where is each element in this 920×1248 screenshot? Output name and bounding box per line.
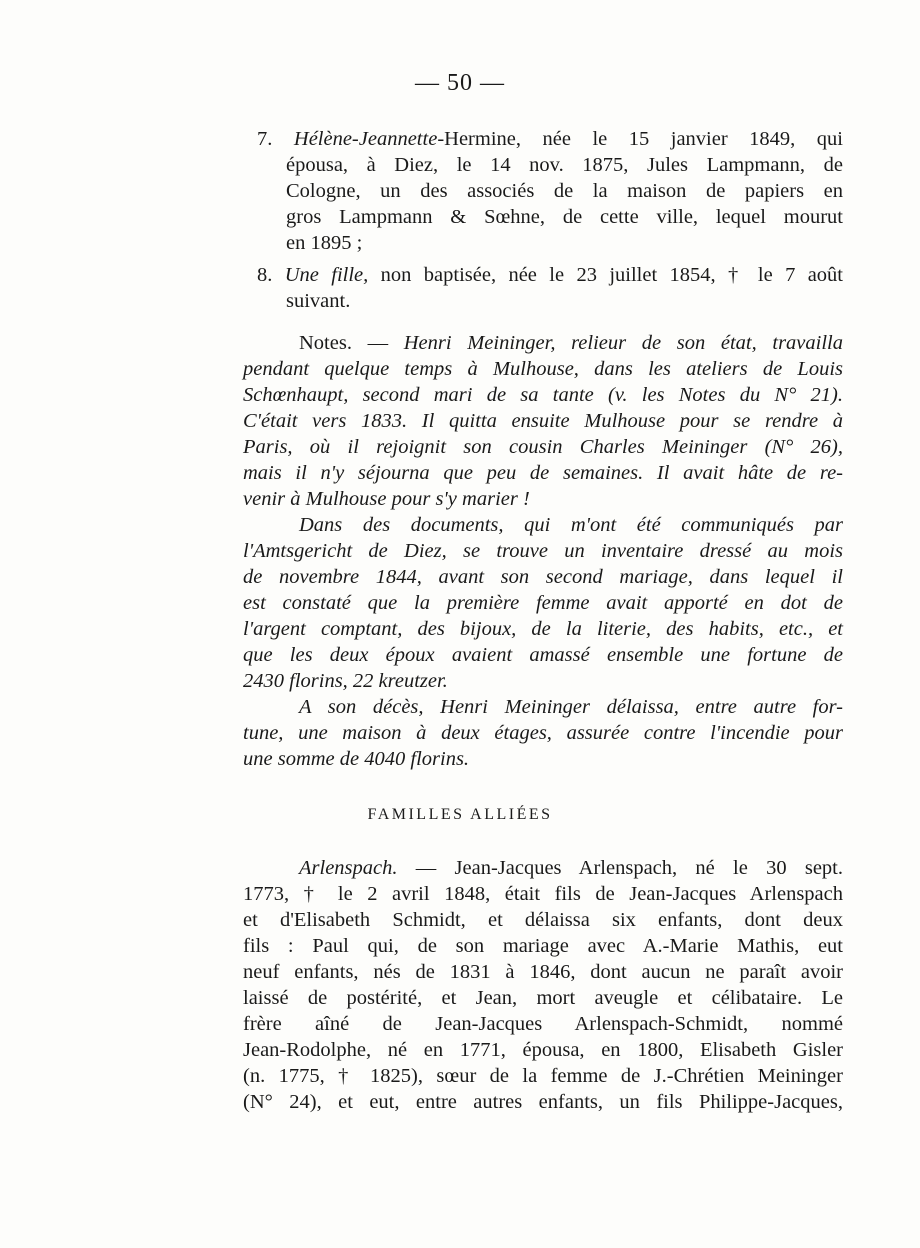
familles-line: 1773, † le 2 avril 1848, était fils de Jean-Jacques Arlenspach — [243, 883, 843, 905]
familles-line: (N° 24), et eut, entre autres enfants, un fils Philippe-Jacques, — [243, 1091, 843, 1113]
notes-paragraph-3 — [243, 694, 843, 772]
familles-section — [243, 855, 843, 1115]
familles-line: Arlenspach. — Jean-Jacques Arlenspach, né le 30 sept. — [299, 857, 843, 879]
children-list — [243, 126, 843, 314]
notes-line: une somme de 4040 florins. — [243, 748, 470, 770]
list-item-7-line-5: en 1895 ; — [286, 232, 363, 254]
list-item-7-line-2: épousa, à Diez, le 14 nov. 1875, Jules Lampmann, de — [286, 154, 843, 176]
familles-lead: Arlenspach. — [299, 857, 398, 879]
familles-line: et d'Elisabeth Schmidt, et délaissa six enfants, dont deux — [243, 909, 843, 931]
notes-line: pendant quelque temps à Mulhouse, dans les ateliers de Louis — [243, 358, 843, 380]
notes-line: que les deux époux avaient amassé ensemble une fortune de — [243, 644, 843, 666]
notes-line: Notes. — Henri Meininger, relieur de son état, travailla — [299, 332, 843, 354]
familles-line: neuf enfants, nés de 1831 à 1846, dont aucun ne paraît avoir — [243, 961, 843, 983]
notes-line: venir à Mulhouse pour s'y marier ! — [243, 488, 530, 510]
notes-line: 2430 florins, 22 kreutzer. — [243, 670, 448, 692]
notes-line: Paris, où il rejoignit son cousin Charles Meininger (N° 26), — [243, 436, 843, 458]
list-item-8-line-1: 8. Une fille, non baptisée, née le 23 juillet 1854, † le 7 août — [257, 264, 843, 286]
familles-line: Jean-Rodolphe, né en 1771, épousa, en 1800, Elisabeth Gisler — [243, 1039, 843, 1061]
page-number: — 50 — — [415, 70, 505, 96]
section-heading: FAMILLES ALLIÉES — [367, 806, 553, 823]
list-item-7-line-4: gros Lampmann & Sœhne, de cette ville, lequel mourut — [286, 206, 843, 228]
familles-line: (n. 1775, † 1825), sœur de la femme de J.-Chrétien Meininger — [243, 1065, 843, 1087]
notes-line: Dans des documents, qui m'ont été communiqués par — [299, 514, 843, 536]
notes-line: de novembre 1844, avant son second mariage, dans lequel il — [243, 566, 843, 588]
notes-paragraph-2 — [243, 512, 843, 694]
familles-line: frère aîné de Jean-Jacques Arlenspach-Schmidt, nommé — [243, 1013, 843, 1035]
familles-line: fils : Paul qui, de son mariage avec A.-Marie Mathis, eut — [243, 935, 843, 957]
notes-line: est constaté que la première femme avait apporté en dot de — [243, 592, 843, 614]
notes-line: l'Amtsgericht de Diez, se trouve un inventaire dressé au mois — [243, 540, 843, 562]
notes-line: tune, une maison à deux étages, assurée contre l'incendie pour — [243, 722, 843, 744]
list-item-8 — [243, 262, 843, 314]
familles-line: laissé de postérité, et Jean, mort aveugle et célibataire. Le — [243, 987, 843, 1009]
notes-line: Schœnhaupt, second mari de sa tante (v. les Notes du N° 21). — [243, 384, 843, 406]
list-item-7 — [243, 126, 843, 256]
list-item-8-line-2: suivant. — [286, 290, 351, 312]
notes-line: A son décès, Henri Meininger délaissa, entre autre for- — [299, 696, 843, 718]
list-item-7-line-1: 7. Hélène-Jeannette-Hermine, née le 15 janvier 1849, qui — [257, 128, 844, 150]
notes-line: C'était vers 1833. Il quitta ensuite Mulhouse pour se rendre à — [243, 410, 843, 432]
notes-line: l'argent comptant, des bijoux, de la literie, des habits, etc., et — [243, 618, 843, 640]
notes-label: Notes. — — [299, 332, 404, 354]
notes-paragraph-1 — [243, 330, 843, 512]
notes-line: mais il n'y séjourna que peu de semaines. Il avait hâte de re- — [243, 462, 843, 484]
notes-section — [243, 330, 843, 772]
list-item-7-line-3: Cologne, un des associés de la maison de papiers en — [286, 180, 843, 202]
